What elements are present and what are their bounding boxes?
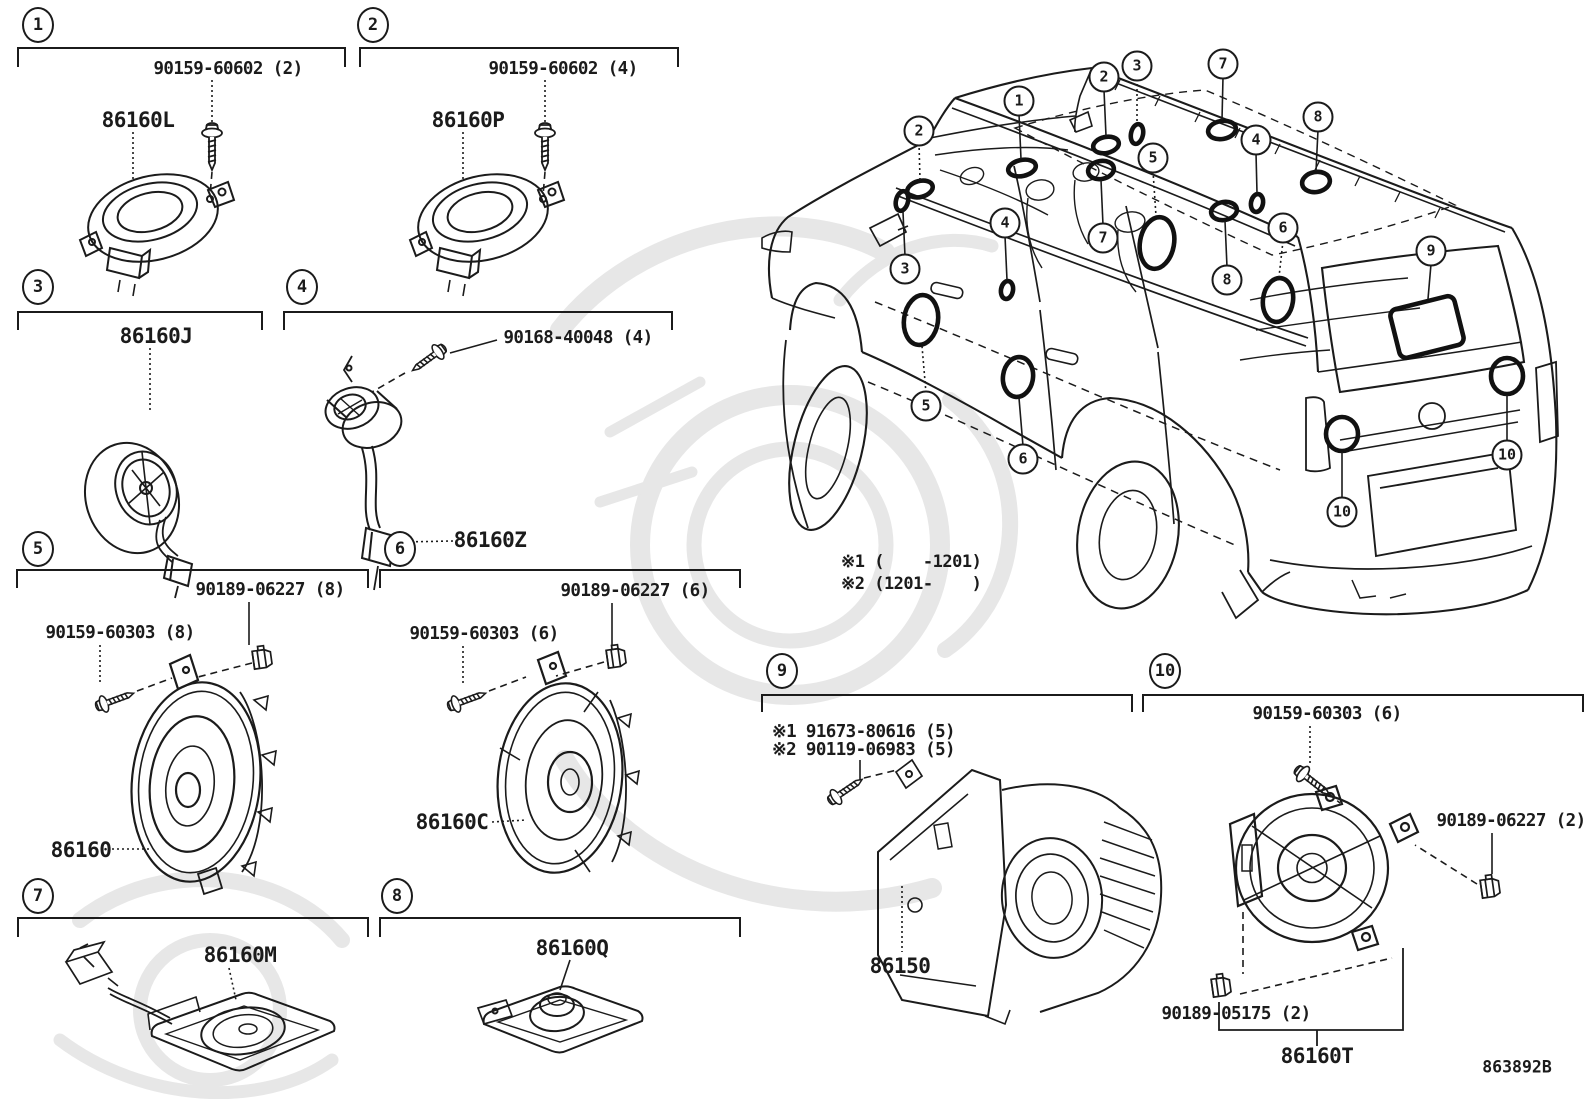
part-name-86160J: 86160J <box>119 324 193 348</box>
part-name-86160: 86160 <box>50 838 112 862</box>
part-name-86160C: 86160C <box>415 810 489 834</box>
section-callout-9: 9 <box>766 653 798 689</box>
car-callout-10-rear-left: 10 <box>1327 497 1358 528</box>
part-name-86160L: 86160L <box>101 108 175 132</box>
part-number-bolt1-s9: ※1 91673-80616 (5) <box>772 722 955 742</box>
part-number-screw-s1: 90159-60602 (2) <box>153 59 303 79</box>
car-callout-7-roof-left: 7 <box>1088 223 1119 254</box>
speaker-86160T-illustration <box>1230 786 1418 950</box>
part-number-clip-s6: 90189-06227 (6) <box>560 581 710 601</box>
car-callout-10-rear-right: 10 <box>1492 440 1523 471</box>
car-callout-4-left: 4 <box>990 208 1021 239</box>
section-callout-1: 1 <box>22 7 54 43</box>
section-callout-8: 8 <box>381 878 413 914</box>
car-callout-8-roof-left: 8 <box>1212 265 1243 296</box>
car-callout-8-roof-right: 8 <box>1303 102 1334 133</box>
part-number-bolt2-s9: ※2 90119-06983 (5) <box>772 740 955 760</box>
note-production-range-1: ※1 ( -1201) <box>841 552 982 572</box>
section-callout-7: 7 <box>22 878 54 914</box>
speaker-86160M-illustration <box>66 942 335 1071</box>
part-number-clip2-s10: 90189-05175 (2) <box>1161 1004 1311 1024</box>
part-number-screw-s6: 90159-60303 (6) <box>409 624 559 644</box>
section-callout-10: 10 <box>1149 653 1181 689</box>
speaker-86160P-illustration <box>409 161 564 296</box>
car-callout-6-left-door: 6 <box>1008 444 1039 475</box>
part-name-86150: 86150 <box>869 954 931 978</box>
part-number-screw-s5: 90159-60303 (8) <box>45 623 195 643</box>
part-number-screw-s2: 90159-60602 (4) <box>488 59 638 79</box>
part-name-86160Q: 86160Q <box>535 936 609 960</box>
speaker-86160L-illustration <box>79 161 234 296</box>
part-number-clip-s10: 90189-06227 (2) <box>1436 811 1586 831</box>
car-callout-6-right-door: 6 <box>1268 213 1299 244</box>
diagram-doc-code: 863892B <box>1482 1057 1552 1077</box>
note-production-range-2: ※2 (1201- ) <box>841 574 982 594</box>
car-callout-1-dash: 1 <box>1004 86 1035 117</box>
section-callout-6: 6 <box>384 531 416 567</box>
section-callout-4: 4 <box>286 269 318 305</box>
car-callout-9-subwoofer: 9 <box>1416 236 1447 267</box>
car-callout-3-left: 3 <box>890 254 921 285</box>
car-callout-5-left-door: 5 <box>911 391 942 422</box>
car-callout-2-front-right: 2 <box>1089 62 1120 93</box>
car-callout-7-roof-right: 7 <box>1208 49 1239 80</box>
car-callout-2-front-left: 2 <box>904 116 935 147</box>
car-callout-4-right: 4 <box>1241 125 1272 156</box>
background-watermark <box>60 226 1010 1092</box>
section-callout-5: 5 <box>22 531 54 567</box>
speaker-86160J-illustration <box>71 431 193 598</box>
part-name-86160M: 86160M <box>203 943 277 967</box>
speaker-86160-illustration <box>122 655 276 894</box>
speaker-86160Q-illustration <box>478 986 643 1052</box>
part-name-86160Z: 86160Z <box>453 528 527 552</box>
section-callout-3: 3 <box>22 269 54 305</box>
part-number-clip-s5: 90189-06227 (8) <box>195 580 345 600</box>
car-callout-leaders <box>903 77 1507 499</box>
section-callout-2: 2 <box>357 7 389 43</box>
car-callout-5-right-door: 5 <box>1138 143 1169 174</box>
part-number-screw-s10: 90159-60303 (6) <box>1252 704 1402 724</box>
car-callout-3-right: 3 <box>1122 51 1153 82</box>
part-number-screw-s4: 90168-40048 (4) <box>503 328 653 348</box>
part-name-86160P: 86160P <box>431 108 505 132</box>
part-name-86160T: 86160T <box>1280 1044 1354 1068</box>
